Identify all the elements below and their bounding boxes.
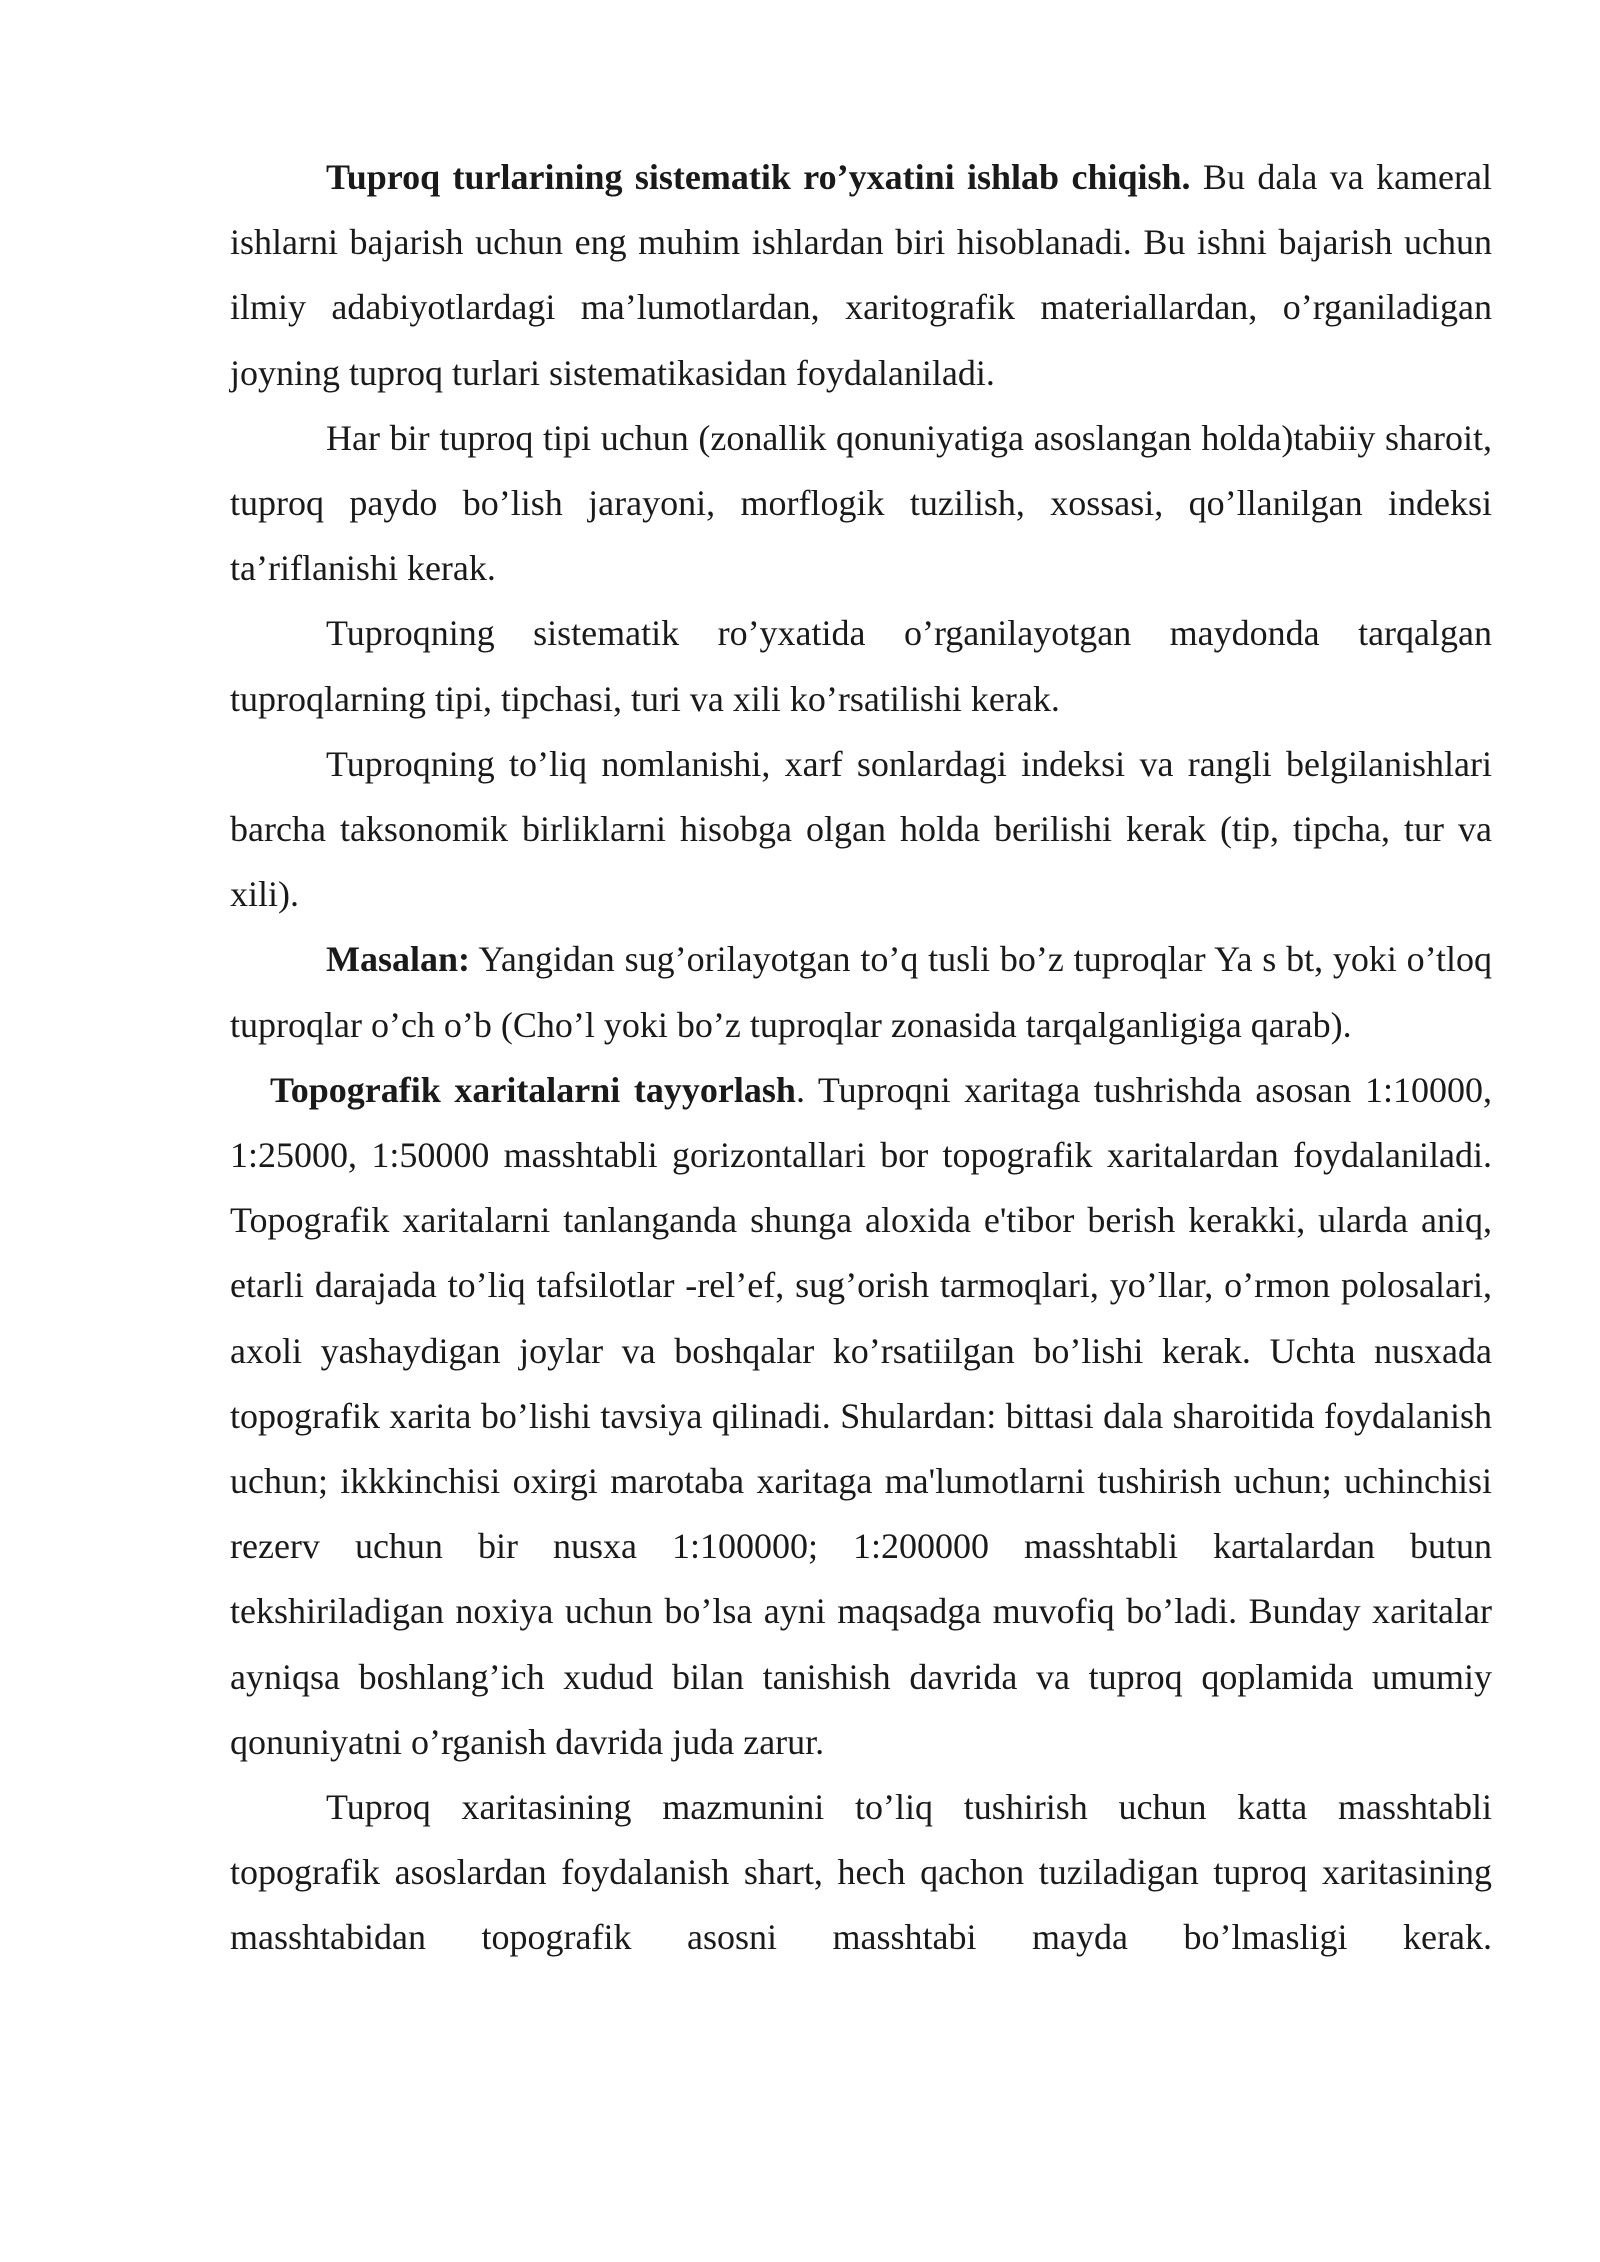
- example-label: Masalan:: [326, 939, 470, 980]
- paragraph-text: Tuproqning sistematik ro’yxatida o’rganilayotgan maydonda tarqalgan tuproqlarning tipi, tipchasi, turi va xili ko’rsatilishi kerak.: [230, 613, 1492, 719]
- paragraph-topographic-maps: [230, 1058, 1492, 1775]
- paragraph-map-scale: [230, 1775, 1492, 1971]
- paragraph-text: Tuproq xaritasining mazmunini to’liq tushirish uchun katta masshtabli topografik asoslardan foydalanish shart, hech qachon tuziladigan tuproq xaritasining masshtabidan topografik asosni masshtabi mayda bo’lmasligi kerak.: [230, 1787, 1492, 1958]
- document-page: [230, 145, 1492, 1971]
- paragraph-full-naming: [230, 732, 1492, 928]
- paragraph-text: Bu dala va kameral ishlarni bajarish uchun eng muhim ishlardan biri hisoblanadi. Bu ishni bajarish uchun ilmiy adabiyotlardagi ma’lumotlardan, xaritografik materiallardan, o’rganiladigan joyning tuproq turlari sistematikasidan foydalaniladi.: [230, 157, 1492, 393]
- paragraph-text: Har bir tuproq tipi uchun (zonallik qonuniyatiga asoslangan holda)tabiiy sharoit, tuproq paydo bo’lish jarayoni, morflogik tuzilish, xossasi, qo’llanilgan indeksi ta’riflanishi kerak.: [230, 417, 1492, 589]
- heading-topographic-maps: Topografik xaritalarni tayyorlash: [270, 1069, 796, 1110]
- paragraph-text: Yangidan sug’orilayotgan to’q tusli bo’z tuproqlar Ya s bt, yoki o’tloq tuproqlar o’ch o’b (Cho’l yoki bo’z tuproqlar zonasida tarqalganligiga qarab).: [230, 939, 1492, 1045]
- paragraph-text: Tuproqning to’liq nomlanishi, xarf sonlardagi indeksi va rangli belgilanishlari barcha taksonomik birliklarni hisobga olgan holda berilishi kerak (tip, tipcha, tur va xili).: [230, 743, 1492, 915]
- paragraph-example: [230, 927, 1492, 1057]
- paragraph-systematic-list-content: [230, 601, 1492, 731]
- paragraph-soil-systematic-list: [230, 145, 1492, 406]
- paragraph-soil-type-description: [230, 406, 1492, 602]
- paragraph-text: . Tuproqni xaritaga tushrishda asosan 1:10000, 1:25000, 1:50000 masshtabli gorizontallari bor topografik xaritalardan foydalaniladi. Topografik xaritalarni tanlanganda shunga aloxida e'tibor berish kerakki, ularda aniq, etarli darajada to’liq tafsilotlar -rel’ef, sug’orish tarmoqlari, yo’llar, o’rmon polosalari, axoli yashaydigan joylar va boshqalar ko’rsatiilgan bo’lishi kerak. Uchta nusxada topografik xarita bo’lishi tavsiya qilinadi. Shulardan: bittasi dala sharoitida foydalanish uchun; ikkkinchisi oxirgi marotaba xaritaga ma'lumotlarni tushirish uchun; uchinchisi rezerv uchun bir nusxa 1:100000; 1:200000 masshtabli kartalardan butun tekshiriladigan noxiya uchun bo’lsa ayni maqsadga muvofiq bo’ladi. Bunday xaritalar ayniqsa boshlang’ich xudud bilan tanishish davrida va tuproq qoplamida umumiy qonuniyatni o’rganish davrida juda zarur.: [230, 1069, 1492, 1762]
- heading-soil-systematic-list: Tuproq turlarining sistematik ro’yxatini ishlab chiqish.: [326, 157, 1191, 197]
